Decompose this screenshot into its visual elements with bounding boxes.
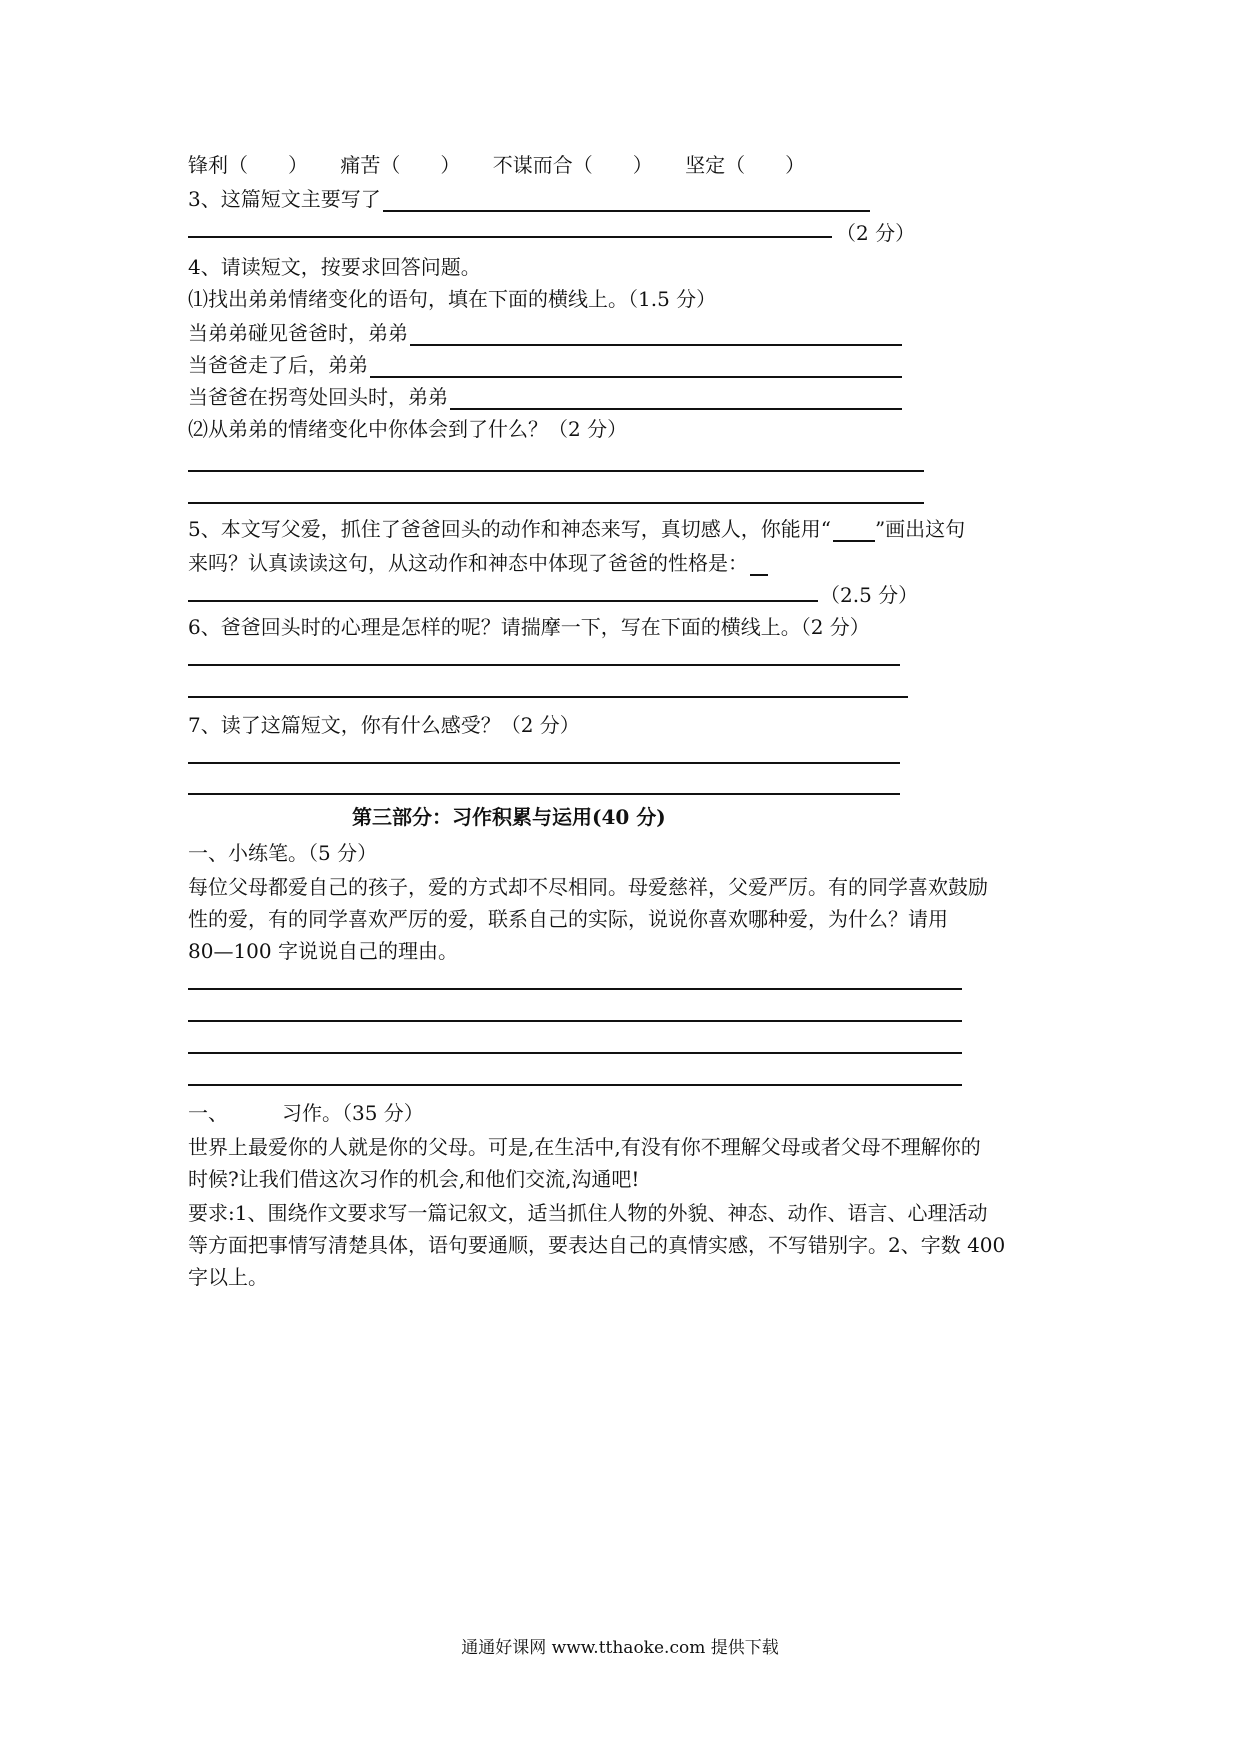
mood-line-2 [188, 352, 902, 378]
answer-line[interactable] [188, 696, 908, 698]
answer-line[interactable] [188, 1052, 962, 1054]
section-2-text: 要求:1、围绕作文要求写一篇记叙文，适当抓住人物的外貌、神态、动作、语言、心理活动 [188, 1201, 988, 1225]
question-3-prompt: 3、这篇短文主要写了 [188, 187, 381, 211]
question-5-line2 [188, 550, 768, 576]
section-1-text: 80—100 字说说自己的理由。 [188, 939, 458, 963]
section-2-text: 世界上最爱你的人就是你的父母。可是,在生活中,有没有你不理解父母或者父母不理解你的 [188, 1135, 981, 1159]
word-blanks-row [188, 152, 805, 178]
answer-line[interactable] [188, 236, 832, 238]
section-1-text: 性的爱，有的同学喜欢严厉的爱，联系自己的实际，说说你喜欢哪种爱，为什么？请用 [188, 907, 948, 931]
page-footer: 通通好课网 www.tthaoke.com 提供下载 [461, 1638, 779, 1658]
question-5-text-end: ”画出这句 [874, 517, 966, 541]
question-7: 7、读了这篇短文，你有什么感受？（2 分） [188, 713, 580, 737]
question-5-score: （2.5 分） [820, 583, 919, 607]
word-blank-3: 不谋而合（ ） [492, 153, 653, 177]
answer-line[interactable] [188, 988, 962, 990]
question-4-sub2: ⑵从弟弟的情绪变化中你体会到了什么？（2 分） [188, 417, 628, 441]
word-blank-1: 锋利（ ） [188, 153, 308, 177]
question-4-title: 4、请读短文，按要求回答问题。 [188, 255, 481, 279]
mood-line-3 [188, 384, 902, 410]
mood-line-label: 当爸爸在拐弯处回头时，弟弟 [188, 385, 448, 409]
answer-line[interactable] [383, 190, 870, 212]
answer-line[interactable] [188, 793, 900, 795]
section-2-text: 等方面把事情写清楚具体，语句要通顺，要表达自己的真情实感，不写错别字。2、字数 400 [188, 1233, 1006, 1257]
section-2-text: 时候?让我们借这次习作的机会,和他们交流,沟通吧! [188, 1167, 640, 1191]
section-2-title [188, 1100, 424, 1126]
mood-line-label: 当爸爸走了后，弟弟 [188, 353, 368, 377]
section-2-text: 字以上。 [188, 1265, 268, 1289]
answer-line[interactable] [188, 470, 924, 472]
section-2-label: 习作。（35 分） [282, 1101, 424, 1125]
answer-line[interactable] [750, 554, 768, 576]
question-3-score: （2 分） [836, 221, 916, 245]
answer-line[interactable] [370, 356, 902, 378]
answer-line[interactable] [450, 388, 902, 410]
question-3 [188, 186, 870, 212]
question-6: 6、爸爸回头时的心理是怎样的呢？请揣摩一下，写在下面的横线上。（2 分） [188, 615, 870, 639]
question-5-line1 [188, 516, 965, 542]
section-1-text: 每位父母都爱自己的孩子，爱的方式却不尽相同。母爱慈祥，父爱严厉。有的同学喜欢鼓励 [188, 875, 988, 899]
mood-line-1 [188, 320, 902, 346]
word-blank-4: 坚定（ ） [685, 153, 806, 177]
section-2-number: 一、 [188, 1101, 228, 1125]
mood-line-label: 当弟弟碰见爸爸时，弟弟 [188, 321, 408, 345]
question-4-sub1: ⑴找出弟弟情绪变化的语句，填在下面的横线上。（1.5 分） [188, 287, 717, 311]
question-5-text2: 来吗？认真读读这句，从这动作和神态中体现了爸爸的性格是： [188, 551, 748, 575]
answer-line[interactable] [410, 324, 902, 346]
quote-blank[interactable] [833, 522, 875, 542]
answer-line[interactable] [188, 502, 924, 504]
question-5-text: 5、本文写父爱，抓住了爸爸回头的动作和神态来写，真切感人，你能用“ [188, 517, 831, 541]
answer-line[interactable] [188, 600, 818, 602]
answer-line[interactable] [188, 762, 900, 764]
answer-line[interactable] [188, 664, 900, 666]
word-blank-2: 痛苦（ ） [340, 153, 461, 177]
section-1-title: 一、小练笔。（5 分） [188, 841, 378, 865]
part3-heading: 第三部分：习作积累与运用(40 分) [352, 805, 666, 829]
answer-line[interactable] [188, 1084, 962, 1086]
answer-line[interactable] [188, 1020, 962, 1022]
